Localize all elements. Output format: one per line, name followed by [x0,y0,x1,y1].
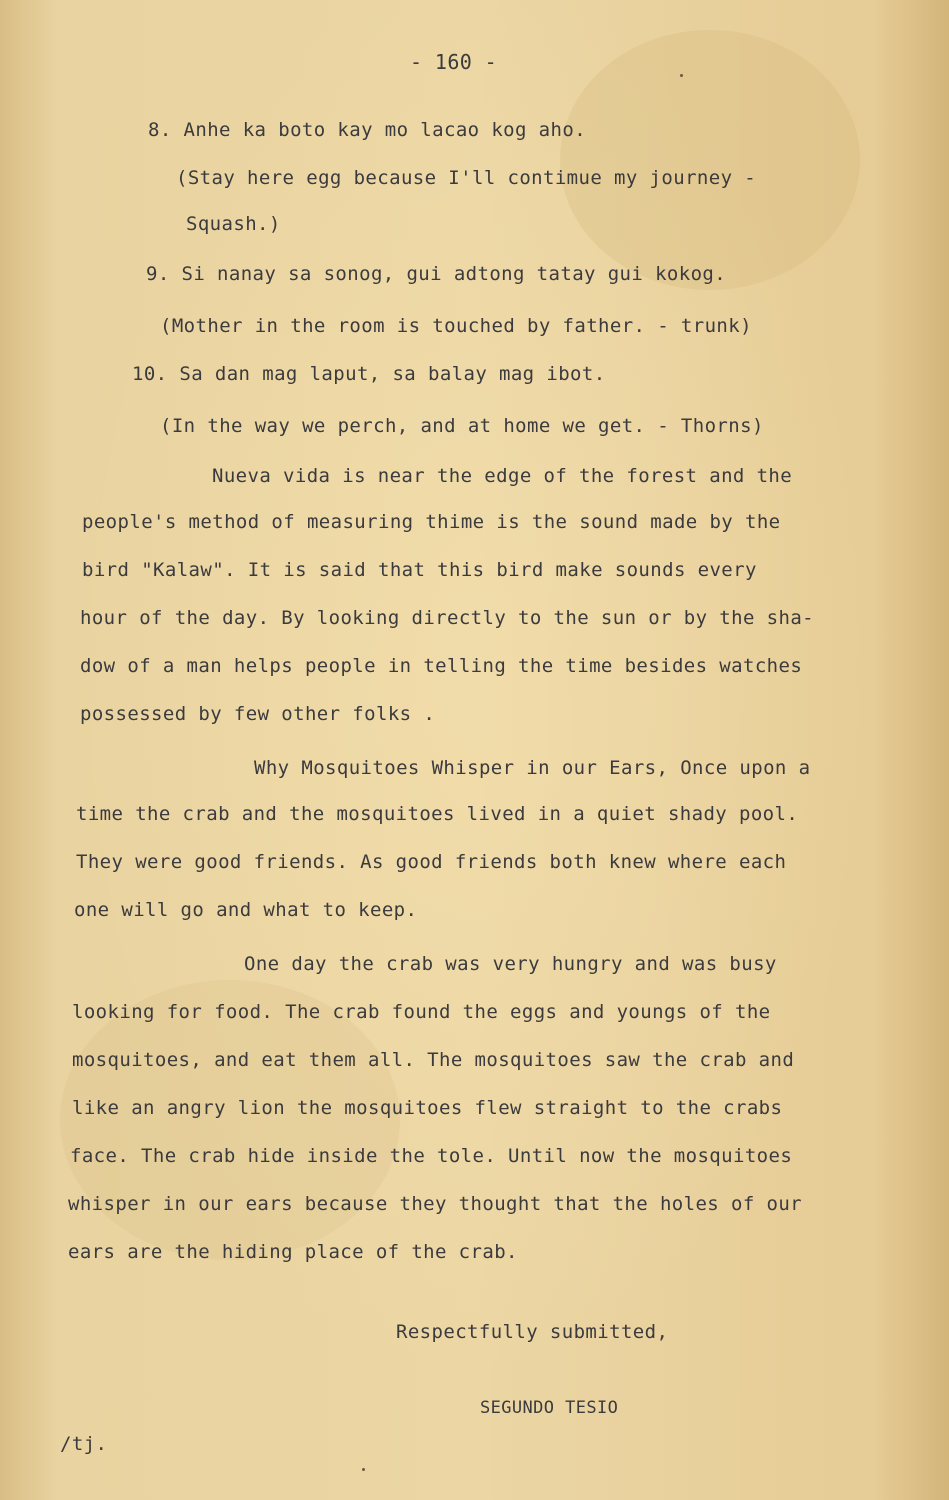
typist-initials: /tj. [60,1433,108,1455]
ink-speck [362,1468,365,1471]
paper-stain [560,30,860,290]
paragraph-line: Nueva vida is near the edge of the forest and the [212,465,793,487]
paragraph-line: dow of a man helps people in telling the time besides watches [80,655,803,677]
closing-salutation: Respectfully submitted, [396,1321,669,1343]
riddle-8-translation: (Stay here egg because I'll contimue my journey - [176,167,757,189]
paragraph-line: mosquitoes, and eat them all. The mosquitoes saw the crab and [72,1049,795,1071]
riddle-9-translation: (Mother in the room is touched by father. - trunk) [160,315,752,337]
paragraph-line: possessed by few other folks . [80,703,436,725]
paragraph-line: ears are the hiding place of the crab. [68,1241,518,1263]
paragraph-line: whisper in our ears because they thought that the holes of our [68,1193,803,1215]
page-number: - 160 - [410,50,498,74]
paragraph-line: like an angry lion the mosquitoes flew straight to the crabs [72,1097,783,1119]
paragraph-line: bird "Kalaw". It is said that this bird make sounds every [82,559,757,581]
paragraph-line: people's method of measuring thime is the sound made by the [82,511,781,533]
paragraph-line: time the crab and the mosquitoes lived in a quiet shady pool. [76,803,799,825]
ink-speck [680,74,683,77]
paragraph-line: hour of the day. By looking directly to the sun or by the sha- [80,607,815,629]
paragraph-line: Why Mosquitoes Whisper in our Ears, Once upon a [254,757,811,779]
riddle-10-translation: (In the way we perch, and at home we get. - Thorns) [160,415,764,437]
author-signature: SEGUNDO TESIO [480,1398,619,1418]
paragraph-line: one will go and what to keep. [74,899,418,921]
riddle-8: 8. Anhe ka boto kay mo lacao kog aho. [148,119,587,141]
riddle-9: 9. Si nanay sa sonog, gui adtong tatay gui kokog. [146,263,727,285]
paragraph-line: face. The crab hide inside the tole. Until now the mosquitoes [70,1145,793,1167]
paragraph-line: One day the crab was very hungry and was busy [244,953,777,975]
paragraph-line: looking for food. The crab found the eggs and youngs of the [72,1001,771,1023]
riddle-10: 10. Sa dan mag laput, sa balay mag ibot. [132,363,606,385]
paragraph-line: They were good friends. As good friends both knew where each [76,851,787,873]
riddle-8-translation-cont: Squash.) [186,213,281,235]
